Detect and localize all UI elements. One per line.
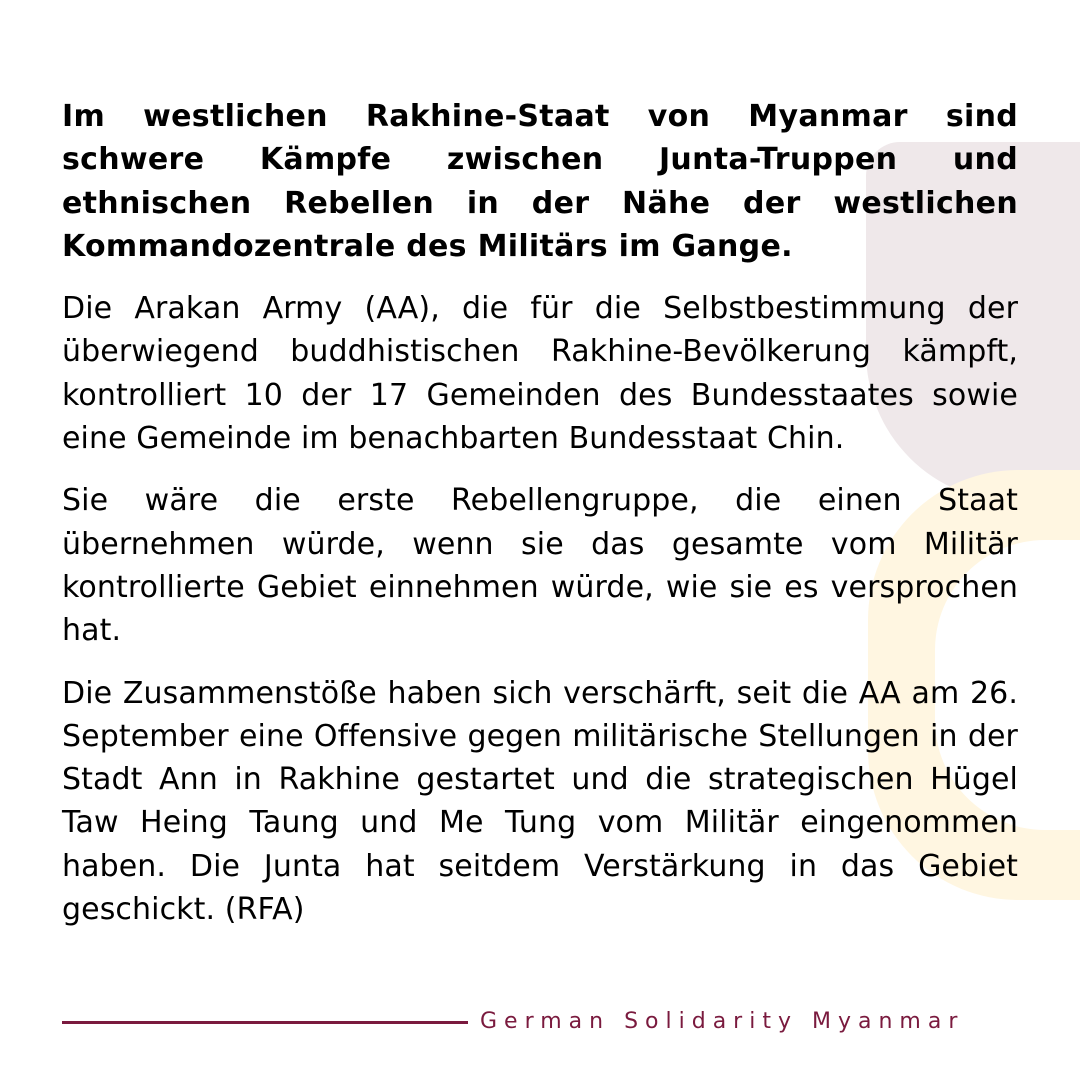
body-paragraph-1: Die Arakan Army (AA), die für die Selbstbestimmung der überwiegend buddhistischen Rakhine-Bevölkerung kämpft, kontrolliert 10 der 17 Gemeinden des Bundesstaates sowie eine Gemeinde im benachbarten Bundesstaat Chin. <box>62 291 1018 457</box>
footer-divider <box>62 1021 468 1024</box>
body-paragraph-2: Sie wäre die erste Rebellengruppe, die einen Staat übernehmen würde, wenn sie das gesamte vom Militär kontrollierte Gebiet einnehmen würde, wie sie es versprochen hat. <box>62 483 1018 649</box>
footer-brand-name: German Solidarity Myanmar <box>480 1009 965 1034</box>
article-body <box>62 95 1018 950</box>
body-paragraph-3: Die Zusammenstöße haben sich verschärft, seit die AA am 26. September eine Offensive gegen militärische Stellungen in der Stadt Ann in Rakhine gestartet und die strategischen Hügel Taw Heing Taung und Me Tung vom Militär eingenommen haben. Die Junta hat seitdem Verstärkung in das Gebiet geschickt. (RFA) <box>62 675 1018 928</box>
lead-paragraph: Im westlichen Rakhine-Staat von Myanmar sind schwere Kämpfe zwischen Junta-Truppen und ethnischen Rebellen in der Nähe der westlichen Kommandozentrale des Militärs im Gange. <box>62 99 1018 264</box>
